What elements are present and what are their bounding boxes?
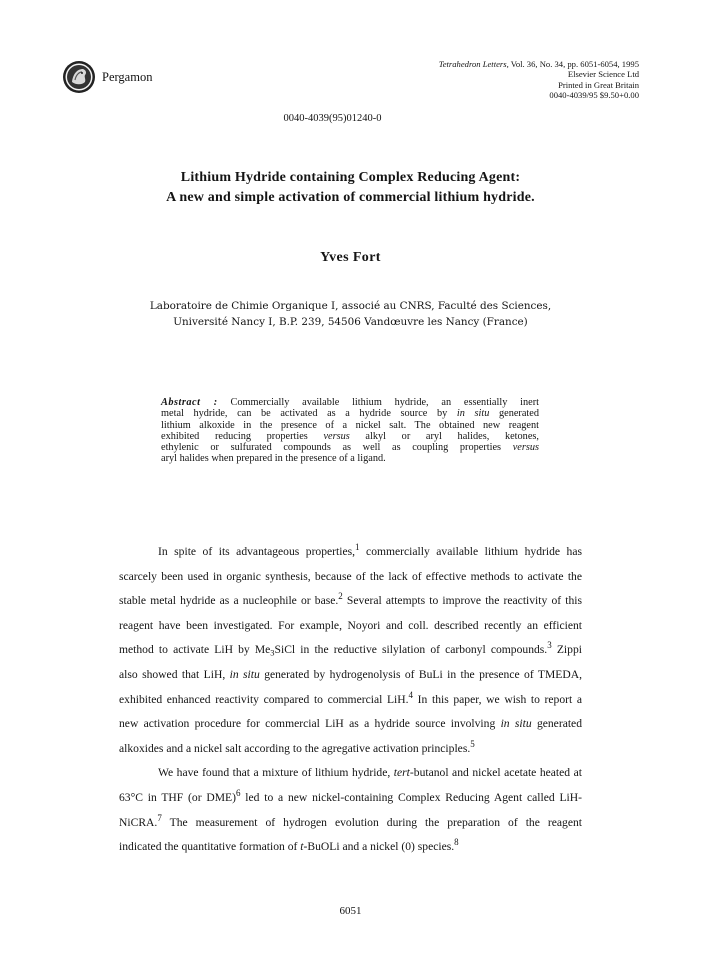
journal-line-3: Printed in Great Britain <box>558 79 639 90</box>
doi: 0040-4039(95)01240-0 <box>283 113 382 124</box>
body-line: 63°C in THF (or DME)$^6$ led to a new nickel-containing Complex Reducing Agent called LiH- <box>119 788 582 804</box>
body-line: new activation procedure for commercial LiH as a hydride source involving in situ generated <box>119 717 583 731</box>
body-line: We have found that a mixture of lithium hydride, tert-butanol and nickel acetate heated at <box>158 766 582 780</box>
journal-volume: Vol. 36, No. 34, pp. 6051-6054, 1995 <box>508 59 639 69</box>
page-number: 6051 <box>339 905 362 917</box>
abstract-text: exhibited reducing properties <box>161 430 324 442</box>
author: Yves Fort <box>320 250 381 265</box>
journal-line-1 <box>439 59 639 69</box>
abstract-text: generated <box>489 408 539 420</box>
body-line: NiCRA.$^7$ The measurement of hydrogen evolution during the preparation of the reagent <box>119 812 582 829</box>
abstract-italic: in situ <box>456 408 490 420</box>
subscript: 3 <box>270 647 275 658</box>
title-line-1: Lithium Hydride containing Complex Reducing Agent: <box>180 170 521 185</box>
publisher-name: Pergamon <box>102 70 153 84</box>
journal-citation <box>439 59 639 100</box>
body-text <box>119 540 582 860</box>
body-line: stable metal hydride as a nucleophile or base.$^2$ Several attempts to improve the reactivity of this <box>119 591 582 608</box>
abstract-italic: versus <box>323 430 350 442</box>
reference-superscript: 8 <box>454 837 459 848</box>
body-line: In spite of its advantageous properties,$^1$ commercially available lithium hydride has <box>158 542 583 558</box>
journal-line-4: 0040-4039/95 $9.50+0.00 <box>549 89 639 100</box>
abstract-text: aryl halides when prepared in the presence of a ligand. <box>161 453 386 465</box>
reference-superscript: 6 <box>235 788 241 798</box>
reference-superscript: 3 <box>547 640 552 651</box>
body-line: alkoxides and a nickel salt according to the agregative activation principles.$^5$ <box>119 738 475 755</box>
body-line: also showed that LiH, in situ generated by hydrogenolysis of BuLi in the presence of TMEDA, <box>119 667 582 681</box>
reference-superscript: 7 <box>157 812 162 823</box>
abstract-text: lithium alkoxide in the presence of a nickel salt. The obtained new reagent <box>161 419 539 431</box>
affiliation-line-1: Laboratoire de Chimie Organique I, associé au CNRS, Faculté des Sciences, <box>149 300 552 312</box>
abstract-text: metal hydride, can be activated as a hydride source by <box>161 408 457 420</box>
affiliation-line-2: Université Nancy I, B.P. 239, 54506 Vandœuvre les Nancy (France) <box>173 316 528 328</box>
abstract-text: Commercially available lithium hydride, an essentially inert <box>217 397 539 408</box>
abstract-italic: versus <box>512 442 539 454</box>
reference-superscript: 5 <box>470 738 475 749</box>
abstract-text: alkyl or aryl halides, ketones, <box>349 430 539 442</box>
reference-superscript: 1 <box>355 542 360 553</box>
reference-superscript: 2 <box>338 591 343 602</box>
body-line: exhibited enhanced reactivity compared to commercial LiH.$^4$ In this paper, we wish to report a <box>119 689 583 706</box>
body-line: method to activate LiH by $Me_3SiCl$ in the reductive silylation of carbonyl compounds.$^3$ Zippi <box>119 640 582 658</box>
paper-title <box>0 168 701 207</box>
abstract-text: ethylenic or sulfurated compounds as well as coupling properties <box>161 442 513 454</box>
body-line: reagent have been investigated. For example, Noyori and coll. described recently an efficient <box>119 618 582 632</box>
journal-name: Tetrahedron Letters, <box>438 59 509 69</box>
body-line: scarcely been used in organic synthesis, because of the lack of effective methods to activate the <box>119 569 582 583</box>
abstract-label: Abstract : <box>161 397 218 408</box>
affiliation <box>0 298 701 330</box>
reference-superscript: 4 <box>408 689 414 700</box>
journal-line-2: Elsevier Science Ltd <box>567 69 639 80</box>
body-line: indicated the quantitative formation of t-BuOLi and a nickel (0) species.$^8$ <box>119 837 459 854</box>
pergamon-logo-icon <box>62 60 96 94</box>
abstract <box>161 397 539 465</box>
title-line-2: A new and simple activation of commercial lithium hydride. <box>166 189 535 205</box>
